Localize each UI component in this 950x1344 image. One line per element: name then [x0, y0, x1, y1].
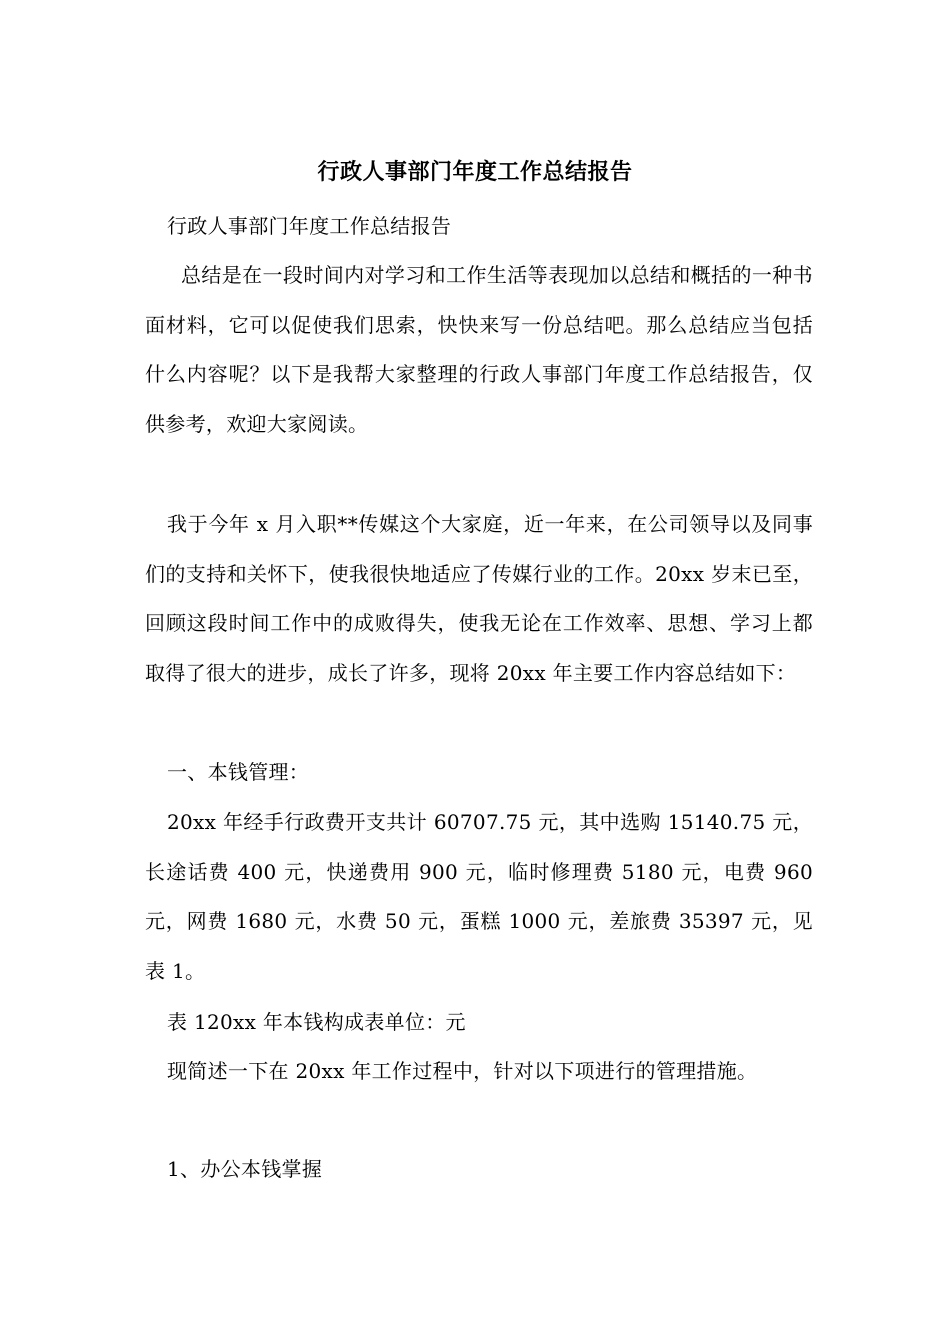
cost-paragraph: 20xx 年经手行政费开支共计 60707.75 元，其中选购 15140.75 元，长途话费 400 元，快递费用 900 元，临时修理费 5180 元，电费 960 元，网费 1680 元，水费 50 元，蛋糕 1000 元，差旅费 35397 元，见表 1。 [145, 810, 813, 983]
subtitle-paragraph: 行政人事部门年度工作总结报告 [167, 214, 452, 238]
table-caption: 表 120xx 年本钱构成表单位：元 [167, 1010, 466, 1034]
subsection-heading: 1、办公本钱掌握 [167, 1157, 323, 1181]
intro-paragraph: 总结是在一段时间内对学习和工作生活等表现加以总结和概括的一种书面材料，它可以促使我们思索，快快来写一份总结吧。那么总结应当包括什么内容呢？以下是我帮大家整理的行政人事部门年度工作总结报告，仅供参考，欢迎大家阅读。 [145, 263, 813, 436]
section-heading: 一、本钱管理： [167, 760, 310, 784]
measures-paragraph: 现简述一下在 20xx 年工作过程中，针对以下项进行的管理措施。 [167, 1059, 758, 1083]
document-title: 行政人事部门年度工作总结报告 [317, 159, 633, 185]
body-paragraph: 我于今年 x 月入职**传媒这个大家庭，近一年来，在公司领导以及同事们的支持和关怀下，使我很快地适应了传媒行业的工作。20xx 岁末已至，回顾这段时间工作中的成败得失，使我无论在工作效率、思想、学习上都取得了很大的进步，成长了许多，现将 20xx 年主要工作内容总结如下： [145, 512, 813, 685]
